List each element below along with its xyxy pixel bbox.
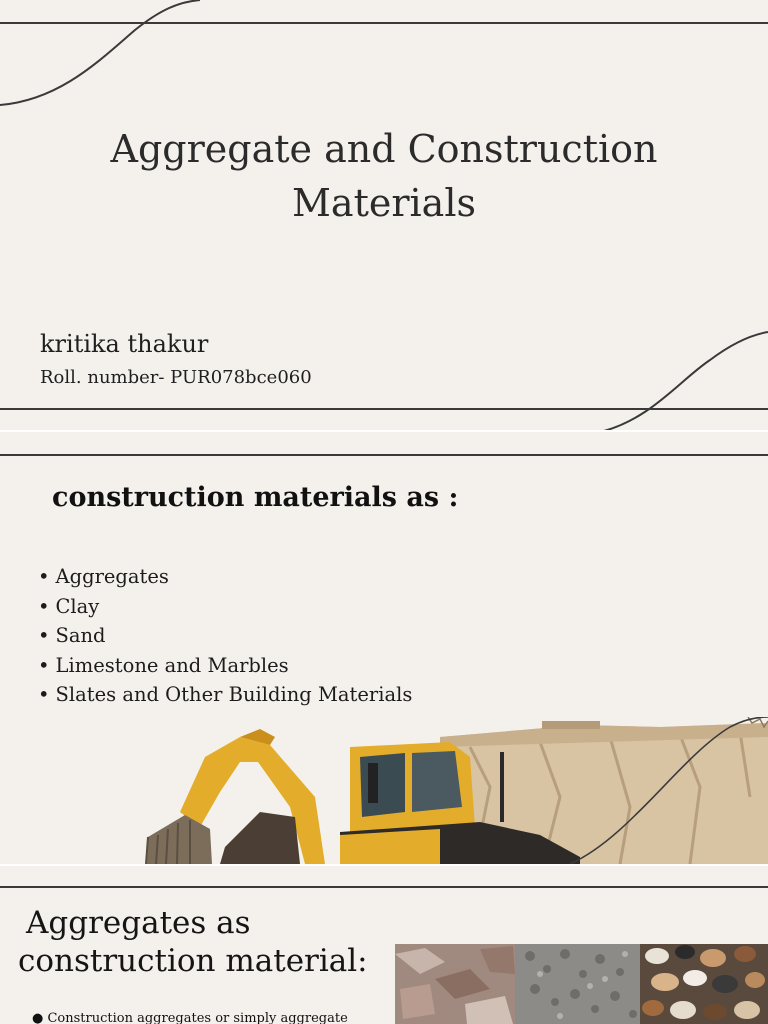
list-item: ● Construction aggregates or simply aggregate xyxy=(32,1011,348,1024)
slide-heading: Aggregates as construction material: xyxy=(18,905,368,979)
roll-number: Roll. number- PUR078bce060 xyxy=(40,367,312,388)
aggregate-samples-icon xyxy=(395,944,768,1024)
list-item: • Sand xyxy=(38,624,106,647)
slide-heading: construction materials as : xyxy=(52,482,459,513)
slide-title: Aggregate and Construction Materials xyxy=(110,127,658,225)
list-item: • Clay xyxy=(38,594,100,618)
top-rule xyxy=(0,886,768,888)
bottom-rule xyxy=(0,408,768,410)
top-rule xyxy=(0,454,768,456)
list-item: • Aggregates xyxy=(38,565,169,588)
author-name: kritika thakur xyxy=(40,330,209,358)
list-item: • Slates and Other Building Materials xyxy=(38,683,413,706)
aggregates-slide xyxy=(0,866,768,1024)
materials-list xyxy=(38,562,412,710)
list-item: • Limestone and Marbles xyxy=(38,653,289,677)
title-slide xyxy=(0,0,768,430)
materials-slide xyxy=(0,432,768,864)
excavator-quarry-icon xyxy=(140,717,768,864)
top-rule xyxy=(0,22,768,24)
